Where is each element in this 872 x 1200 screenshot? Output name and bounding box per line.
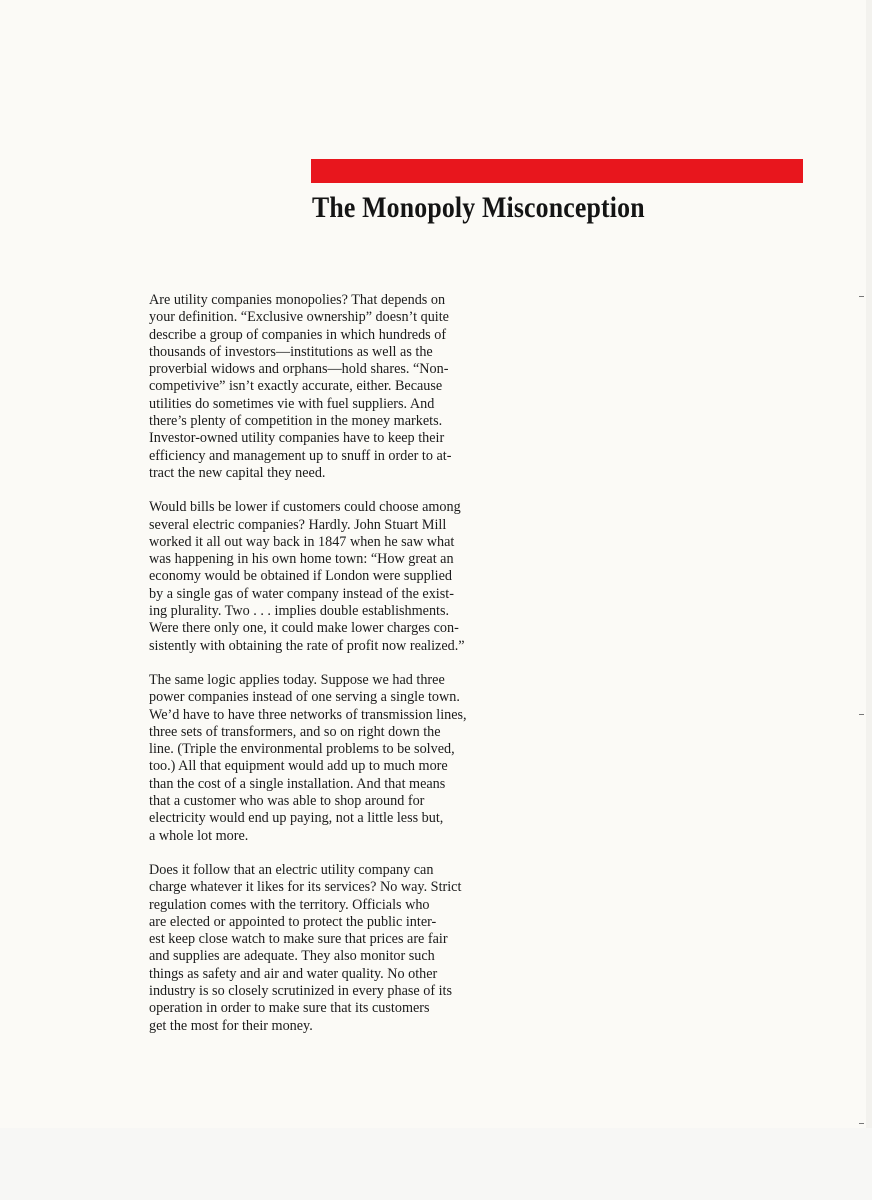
paragraph [149, 672, 549, 845]
paragraph [149, 292, 549, 482]
scan-mark [859, 1123, 864, 1124]
text-line: Would bills be lower if customers could choose among [149, 499, 461, 516]
text-line: industry is so closely scrutinized in every phase of its [149, 982, 453, 999]
page-edge [866, 0, 872, 1200]
text-line: and supplies are adequate. They also monitor such [149, 948, 435, 965]
scan-background [0, 1128, 872, 1200]
text-line: Does it follow that an electric utility company can [149, 861, 434, 878]
text-line: than the cost of a single installation. And that means [149, 775, 446, 792]
paragraph [149, 499, 549, 655]
paragraph [149, 862, 549, 1035]
text-line: We’d have to have three networks of transmission lines, [149, 706, 467, 723]
text-line: power companies instead of one serving a single town. [149, 689, 460, 706]
text-line: proverbial widows and orphans—hold shares. “Non- [149, 361, 449, 378]
text-line: describe a group of companies in which hundreds of [149, 326, 447, 343]
text-line: by a single gas of water company instead of the exist- [149, 585, 454, 602]
text-line: utilities do sometimes vie with fuel suppliers. And [149, 395, 435, 412]
text-line: ing plurality. Two . . . implies double establishments. [149, 603, 450, 620]
text-line: tract the new capital they need. [149, 464, 326, 481]
scan-mark [859, 296, 864, 297]
text-line: est keep close watch to make sure that prices are fair [149, 931, 448, 948]
text-line: too.) All that equipment would add up to much more [149, 758, 448, 775]
text-line: The same logic applies today. Suppose we had three [149, 671, 445, 688]
text-line: Investor-owned utility companies have to keep their [149, 430, 445, 447]
text-line: efficiency and management up to snuff in order to at- [149, 447, 452, 464]
page-title: The Monopoly Misconception [312, 191, 645, 224]
text-line: sistently with obtaining the rate of profit now realized.” [149, 637, 465, 654]
text-line: thousands of investors—institutions as well as the [149, 343, 433, 360]
accent-bar [311, 159, 803, 183]
text-line: a whole lot more. [149, 827, 249, 844]
text-line: Are utility companies monopolies? That depends on [149, 292, 446, 308]
text-line: regulation comes with the territory. Officials who [149, 896, 430, 913]
text-line: three sets of transformers, and so on right down the [149, 723, 441, 740]
text-line: competivive” isn’t exactly accurate, either. Because [149, 378, 443, 395]
text-line: get the most for their money. [149, 1017, 313, 1034]
text-line: several electric companies? Hardly. John Stuart Mill [149, 516, 447, 533]
text-line: charge whatever it likes for its services? No way. Strict [149, 879, 462, 896]
text-line: line. (Triple the environmental problems to be solved, [149, 741, 455, 758]
scan-mark [859, 714, 864, 715]
text-line: there’s plenty of competition in the money markets. [149, 413, 443, 430]
text-line: your definition. “Exclusive ownership” doesn’t quite [149, 309, 449, 326]
text-line: are elected or appointed to protect the public inter- [149, 913, 437, 930]
text-line: Were there only one, it could make lower charges con- [149, 620, 459, 637]
text-line: worked it all out way back in 1847 when he saw what [149, 533, 455, 550]
text-line: things as safety and air and water quality. No other [149, 965, 438, 982]
text-line: operation in order to make sure that its customers [149, 1000, 430, 1017]
text-line: economy would be obtained if London were supplied [149, 568, 452, 585]
text-line: was happening in his own home town: “How great an [149, 551, 454, 568]
article-body [149, 292, 549, 1052]
text-line: electricity would end up paying, not a little less but, [149, 810, 444, 827]
text-line: that a customer who was able to shop around for [149, 793, 425, 810]
